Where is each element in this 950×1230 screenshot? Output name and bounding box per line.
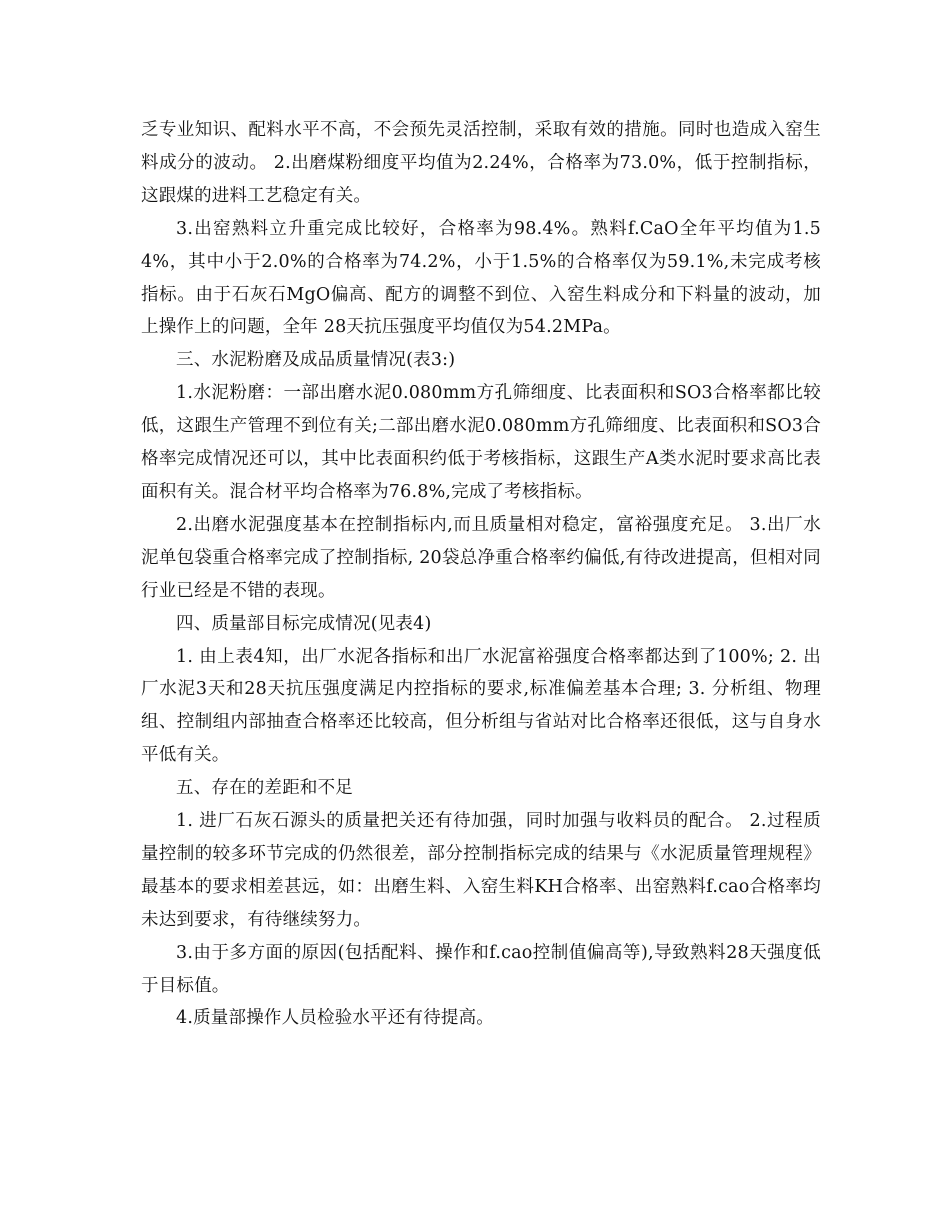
- section-heading-cement-grinding: 三、水泥粉磨及成品质量情况(表3:): [176, 350, 456, 371]
- paragraph-quality-targets: 1. 由上表4知，出厂水泥各指标和出厂水泥富裕强度合格率都达到了100%; 2. 出厂水泥3天和28天抗压强度满足内控指标的要求,标准偏差基本合理; 3. 分析组、物理组、控制组内部抽查合格率还比较高，但分析组与省站对比合格率还很低，这与自身水平低有关。: [141, 646, 821, 766]
- paragraph-cement-strength: 2.出磨水泥强度基本在控制指标内,而且质量相对稳定，富裕强度充足。 3.出厂水泥单包袋重合格率完成了控制指标, 20袋总净重合格率约偏低,有待改进提高，但相对同行业已经是不错的表现。: [141, 514, 821, 601]
- document-body: [141, 114, 821, 1035]
- section-heading-gaps: 五、存在的差距和不足: [176, 778, 353, 799]
- section-heading-quality-targets: 四、质量部目标完成情况(见表4): [176, 613, 432, 634]
- paragraph-gaps-1: 1. 进厂石灰石源头的质量把关还有待加强，同时加强与收料员的配合。 2.过程质量控制的较多环节完成的仍然很差，部分控制指标完成的结果与《水泥质量管理规程》最基本的要求相差甚远，如：出磨生料、入窑生料KH合格率、出窑熟料f.cao合格率均未达到要求，有待继续努力。: [141, 811, 821, 930]
- paragraph-gaps-3: 3.由于多方面的原因(包括配料、操作和f.cao控制值偏高等),导致熟料28天强度低于目标值。: [141, 942, 821, 996]
- paragraph-clinker-quality: 3.出窑熟料立升重完成比较好，合格率为98.4%。熟料f.CaO全年平均值为1.54%，其中小于2.0%的合格率为74.2%，小于1.5%的合格率仅为59.1%,未完成考核指标。由于石灰石MgO偏高、配方的调整不到位、入窑生料成分和下料量的波动，加上操作上的问题，全年 28天抗压强度平均值仅为54.2MPa。: [141, 218, 821, 338]
- paragraph-cement-grinding: 1.水泥粉磨：一部出磨水泥0.080mm方孔筛细度、比表面积和SO3合格率都比较低，这跟生产管理不到位有关;二部出磨水泥0.080mm方孔筛细度、比表面积和SO3合格率完成情况还可以，其中比表面积约低于考核指标，这跟生产A类水泥时要求高比表面积有关。混合材平均合格率为76.8%,完成了考核指标。: [141, 383, 821, 502]
- paragraph-gaps-4: 4.质量部操作人员检验水平还有待提高。: [176, 1008, 494, 1029]
- paragraph-coal-fineness: 乏专业知识、配料水平不高，不会预先灵活控制，采取有效的措施。同时也造成入窑生料成分的波动。 2.出磨煤粉细度平均值为2.24%，合格率为73.0%，低于控制指标，这跟煤的进料工艺稳定有关。: [141, 120, 821, 206]
